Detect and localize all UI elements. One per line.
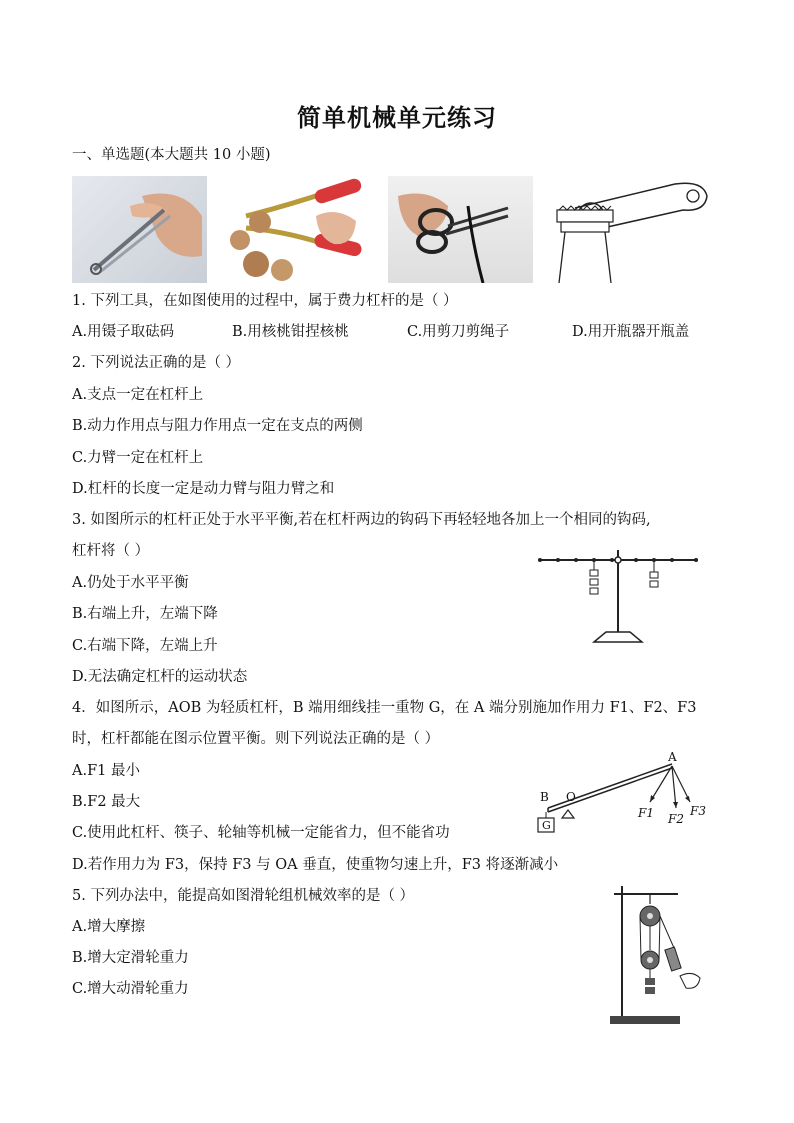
question-4-option-c: C.使用此杠杆、筷子、轮轴等机械一定能省力，但不能省功	[72, 825, 450, 841]
question-1-option-c: C.用剪刀剪绳子	[407, 324, 510, 340]
question-2-stem: 2. 下列说法正确的是（ ）	[72, 355, 241, 371]
question-1-option-b: B.用核桃钳捏核桃	[232, 324, 349, 340]
question-5-option-b: B.增大定滑轮重力	[72, 950, 189, 966]
question-5-stem: 5. 下列办法中，能提高如图滑轮组机械效率的是（ ）	[72, 888, 415, 904]
lever-balance-figure	[536, 548, 701, 648]
question-2-option-b: B.动力作用点与阻力作用点一定在支点的两侧	[72, 418, 363, 434]
question-5-option-c: C.增大动滑轮重力	[72, 981, 189, 997]
question-4-option-a: A.F1 最小	[72, 763, 140, 779]
question-2-option-a: A.支点一定在杠杆上	[72, 387, 204, 403]
question-3-option-b: B.右端上升，左端下降	[72, 606, 218, 622]
label-f2: F2	[668, 812, 684, 826]
question-2-option-c: C.力臂一定在杠杆上	[72, 450, 204, 466]
label-a: A	[668, 750, 677, 764]
question-1-stem: 1. 下列工具，在如图使用的过程中，属于费力杠杆的是（ ）	[72, 293, 458, 309]
lever-aob-figure	[530, 750, 720, 835]
label-f3: F3	[690, 804, 706, 818]
section-heading: 一、单选题(本大题共 10 小题)	[72, 147, 271, 163]
question-3-option-c: C.右端下降，左端上升	[72, 638, 218, 654]
question-3-option-d: D.无法确定杠杆的运动状态	[72, 669, 248, 685]
question-4-stem-line-2: 时，杠杆都能在图示位置平衡。则下列说法正确的是（ ）	[72, 731, 440, 747]
question-4-stem-line-1: 4．如图所示，AOB 为轻质杠杆，B 端用细线挂一重物 G，在 A 端分别施加作用力 F1、F2、F3	[72, 700, 697, 716]
nutcracker-photo	[226, 176, 366, 283]
tweezers-photo	[72, 176, 207, 283]
pulley-system-figure	[600, 880, 710, 1028]
question-4-option-b: B.F2 最大	[72, 794, 141, 810]
page-title: 简单机械单元练习	[297, 103, 497, 132]
scissors-photo	[388, 176, 533, 283]
label-b: B	[540, 790, 549, 804]
label-g: G	[542, 819, 551, 832]
question-1-option-d: D.用开瓶器开瓶盖	[572, 324, 690, 340]
question-5-option-a: A.增大摩擦	[72, 919, 146, 935]
label-o: O	[566, 790, 576, 804]
bottle-opener-figure	[555, 180, 715, 283]
question-3-stem-line-2: 杠杆将（ ）	[72, 543, 150, 559]
question-4-option-d: D.若作用力为 F3，保持 F3 与 OA 垂直，使重物匀速上升，F3 将逐渐减小	[72, 857, 559, 873]
question-1-option-a: A.用镊子取砝码	[72, 324, 175, 340]
label-f1: F1	[638, 806, 654, 820]
question-3-option-a: A.仍处于水平平衡	[72, 575, 189, 591]
question-3-stem-line-1: 3. 如图所示的杠杆正处于水平平衡,若在杠杆两边的钩码下再轻轻地各加上一个相同的钩码,	[72, 512, 651, 528]
question-2-option-d: D.杠杆的长度一定是动力臂与阻力臂之和	[72, 481, 335, 497]
